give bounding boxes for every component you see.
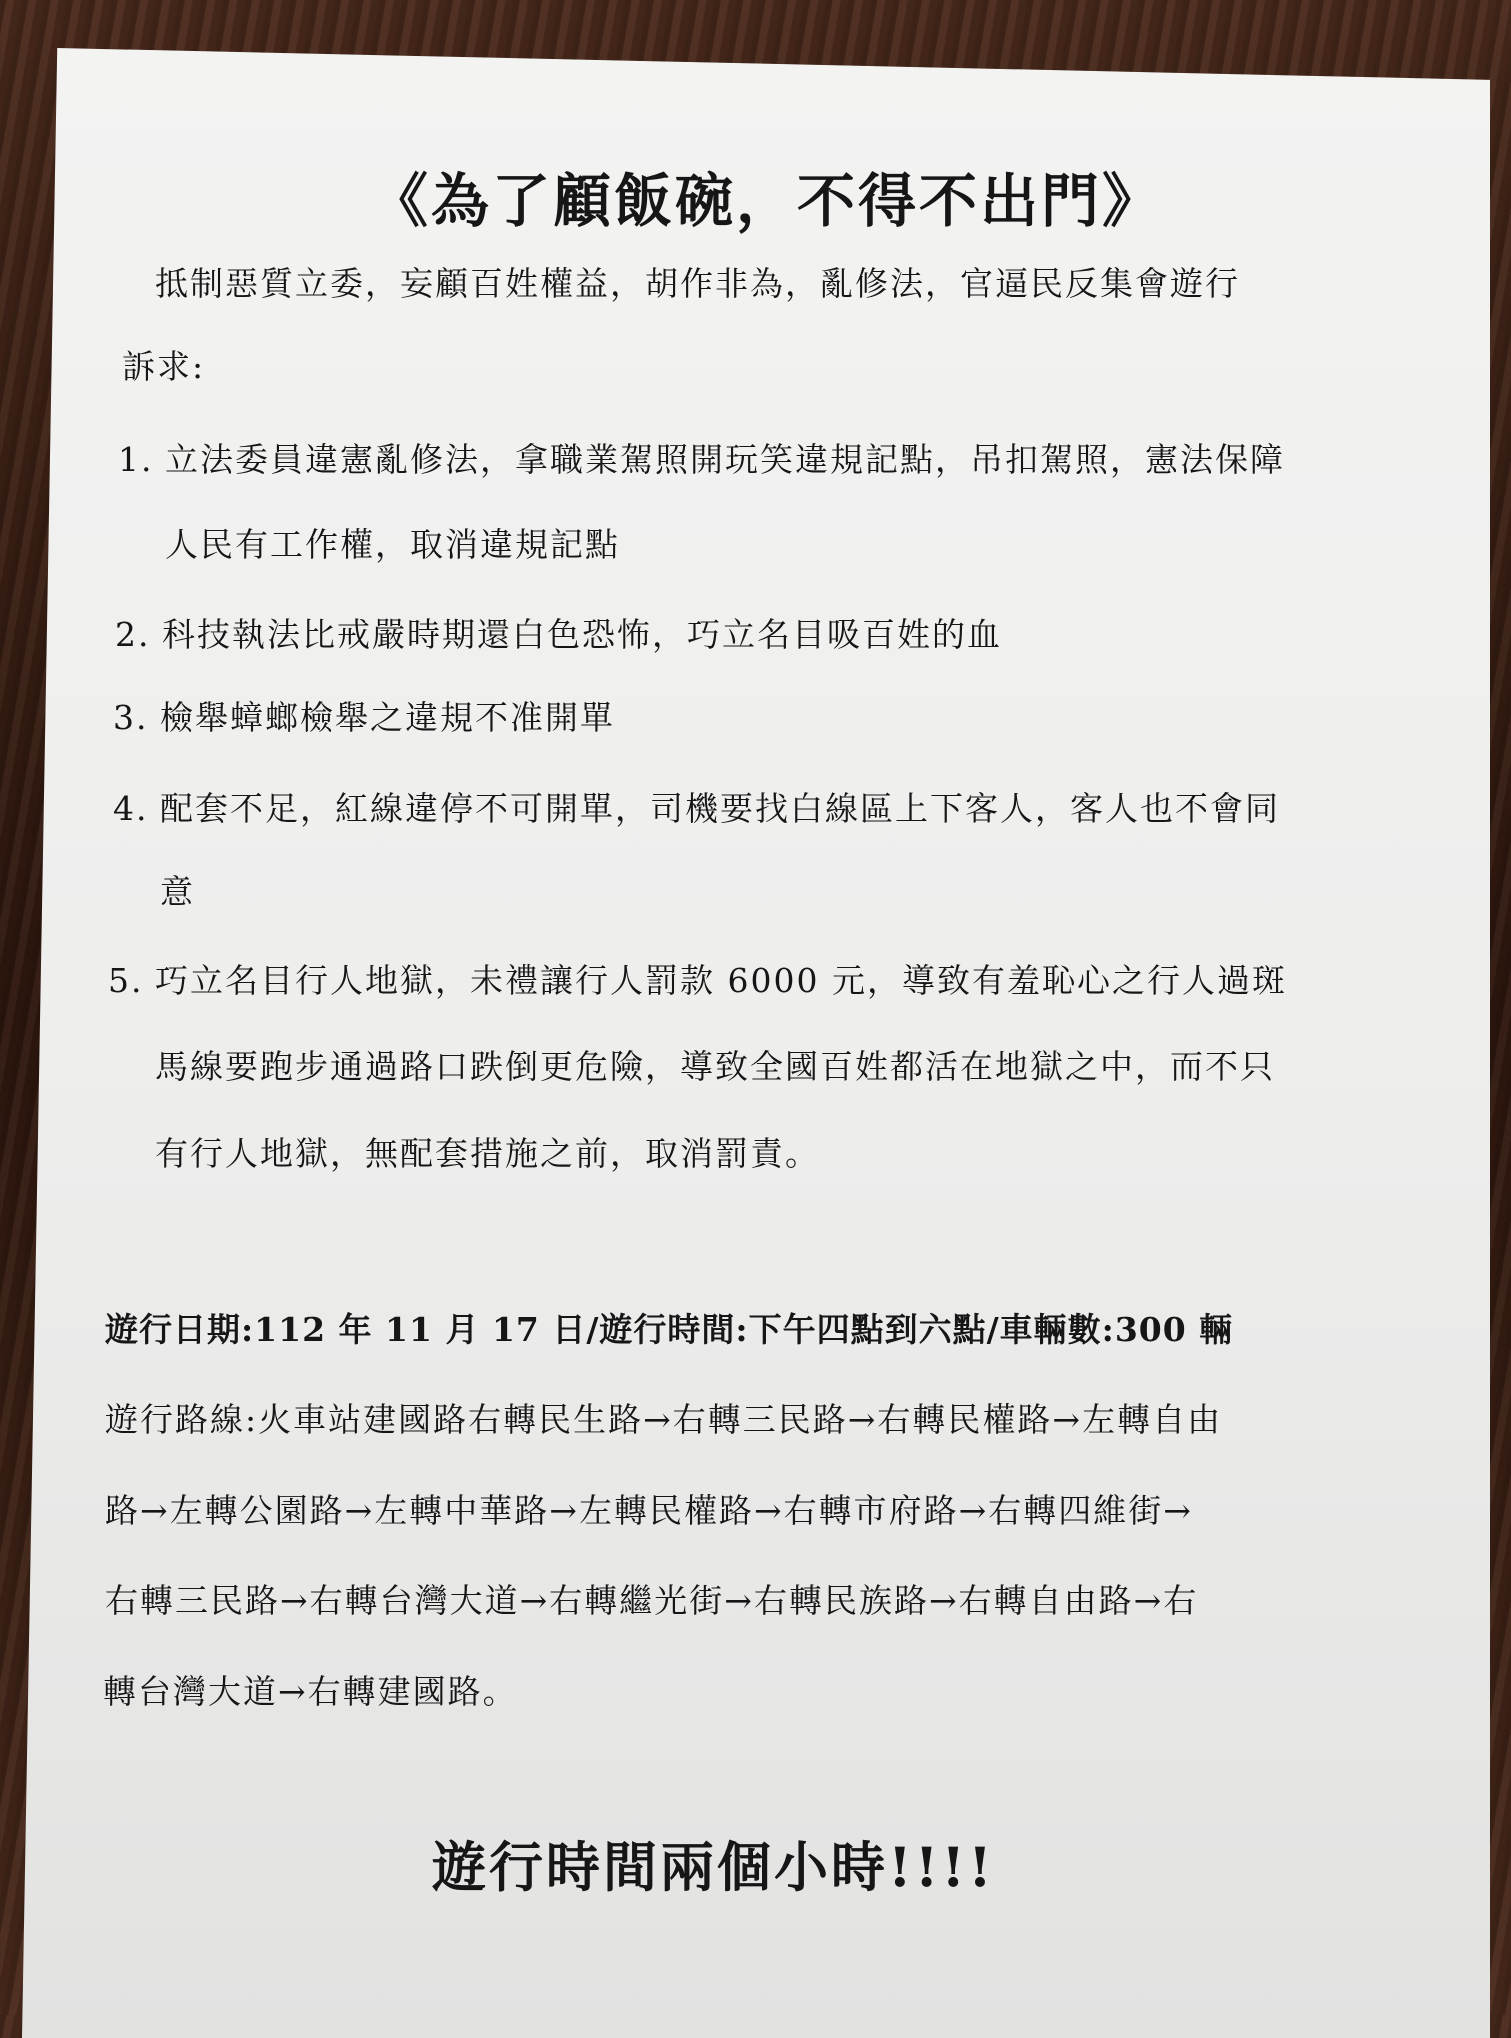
flyer-title: 《為了顧飯碗，不得不出門》: [370, 167, 1164, 235]
route-line-2: 路→左轉公園路→左轉中華路→左轉民權路→右轉市府路→右轉四維街→: [105, 1491, 1193, 1530]
demand-2-number: 2.: [115, 615, 151, 654]
intro-line-1: 抵制惡質立委，妄顧百姓權益，胡作非為，亂修法，官逼民反集會遊行: [155, 264, 1240, 303]
demand-1-number: 1.: [118, 440, 154, 479]
demand-3-number: 3.: [113, 698, 149, 737]
closing-headline: 遊行時間兩個小時!!!!: [432, 1835, 995, 1899]
demand-4-line-2: 意: [160, 872, 195, 911]
demand-5-line-3: 有行人地獄，無配套措施之前，取消罰責。: [155, 1134, 820, 1173]
demand-5-line-1: 巧立名目行人地獄，未禮讓行人罰款 6000 元，導致有羞恥心之行人過斑: [155, 961, 1287, 1000]
demand-3-line-1: 檢舉蟑螂檢舉之違規不准開單: [160, 698, 615, 737]
route-line-3: 右轉三民路→右轉台灣大道→右轉繼光街→右轉民族路→右轉自由路→右: [105, 1581, 1199, 1620]
demand-5-line-2: 馬線要跑步通過路口跌倒更危險，導致全國百姓都活在地獄之中，而不只: [155, 1047, 1275, 1086]
demand-4-number: 4.: [113, 789, 149, 828]
intro-line-2: 訴求:: [122, 347, 206, 386]
parade-schedule: 遊行日期:112 年 11 月 17 日/遊行時間:下午四點到六點/車輛數:300 輛: [105, 1310, 1234, 1349]
demand-1-line-1: 立法委員違憲亂修法，拿職業駕照開玩笑違規記點，吊扣駕照，憲法保障: [165, 440, 1285, 479]
demand-4-line-1: 配套不足，紅線違停不可開單，司機要找白線區上下客人，客人也不會同: [160, 789, 1280, 828]
demand-5-number: 5.: [108, 961, 144, 1000]
flyer-sheet: [22, 48, 1490, 2038]
route-line-1: 遊行路線:火車站建國路右轉民生路→右轉三民路→右轉民權路→左轉自由: [105, 1400, 1223, 1439]
route-line-4: 轉台灣大道→右轉建國路。: [103, 1672, 518, 1711]
demand-2-line-1: 科技執法比戒嚴時期還白色恐怖，巧立名目吸百姓的血: [162, 615, 1002, 654]
demand-1-line-2: 人民有工作權，取消違規記點: [165, 525, 620, 564]
